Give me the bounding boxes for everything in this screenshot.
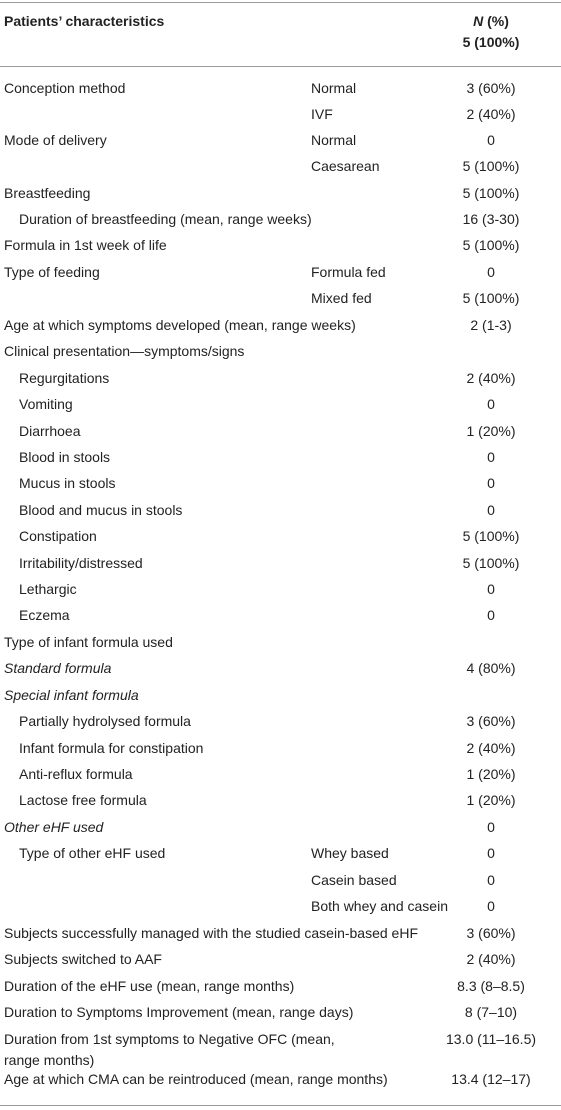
row-label: Lethargic bbox=[19, 581, 77, 597]
row-label: Age at which symptoms developed (mean, range weeks) bbox=[4, 317, 356, 333]
row-value: 8 (7–10) bbox=[464, 1004, 518, 1020]
row-label: Breastfeeding bbox=[4, 185, 91, 201]
row-value: 0 bbox=[487, 396, 495, 412]
row-subcategory: Both whey and casein bbox=[311, 898, 448, 914]
row-subcategory: Normal bbox=[311, 132, 357, 148]
row-label: Partially hydrolysed formula bbox=[19, 713, 191, 729]
header-characteristics: Patients’ characteristics bbox=[4, 13, 165, 29]
row-value: 3 (60%) bbox=[466, 925, 516, 941]
row-value: 0 bbox=[487, 475, 495, 491]
row-value: 0 bbox=[487, 132, 495, 148]
row-value: 0 bbox=[487, 819, 495, 835]
row-value: 0 bbox=[487, 872, 495, 888]
row-label: Special infant formula bbox=[4, 687, 139, 703]
row-value: 16 (3-30) bbox=[462, 211, 520, 227]
row-label: Duration to Symptoms Improvement (mean, range days) bbox=[4, 1004, 354, 1020]
row-value: 0 bbox=[487, 607, 495, 623]
row-label: Blood and mucus in stools bbox=[19, 502, 183, 518]
row-label: Standard formula bbox=[4, 660, 112, 676]
row-value: 1 (20%) bbox=[466, 766, 516, 782]
row-label: Age at which CMA can be reintroduced (mean, range months) bbox=[4, 1071, 388, 1087]
table-bottom-rule bbox=[0, 1105, 561, 1106]
row-label: Other eHF used bbox=[4, 819, 104, 835]
row-label: Anti-reflux formula bbox=[19, 766, 133, 782]
row-value: 4 (80%) bbox=[466, 660, 516, 676]
row-label: Type of other eHF used bbox=[19, 845, 166, 861]
row-label: Formula in 1st week of life bbox=[4, 237, 167, 253]
row-label: Lactose free formula bbox=[19, 792, 147, 808]
row-value: 3 (60%) bbox=[466, 713, 516, 729]
row-value: 8.3 (8–8.5) bbox=[457, 978, 525, 994]
row-value: 0 bbox=[487, 264, 495, 280]
row-label: Mode of delivery bbox=[4, 132, 107, 148]
row-value: 2 (1-3) bbox=[470, 317, 512, 333]
row-label: Infant formula for constipation bbox=[19, 740, 204, 756]
row-subcategory: Formula fed bbox=[311, 264, 386, 280]
row-value: 0 bbox=[487, 581, 495, 597]
row-value: 2 (40%) bbox=[466, 370, 516, 386]
table-top-rule bbox=[0, 2, 561, 3]
row-label-continued: range months) bbox=[4, 1052, 95, 1068]
row-value: 0 bbox=[487, 845, 495, 861]
row-value: 0 bbox=[487, 898, 495, 914]
header-n-letter: N bbox=[473, 13, 484, 29]
header-n-total: 5 (100%) bbox=[462, 34, 520, 50]
row-label: Type of infant formula used bbox=[4, 634, 173, 650]
row-label: Type of feeding bbox=[4, 264, 100, 280]
row-value: 1 (20%) bbox=[466, 792, 516, 808]
row-label: Irritability/distressed bbox=[19, 555, 143, 571]
row-value: 0 bbox=[487, 502, 495, 518]
row-subcategory: Whey based bbox=[311, 845, 389, 861]
row-value: 5 (100%) bbox=[462, 290, 520, 306]
row-value: 2 (40%) bbox=[466, 106, 516, 122]
row-label: Blood in stools bbox=[19, 449, 111, 465]
row-label: Duration of the eHF use (mean, range months) bbox=[4, 978, 295, 994]
row-value: 1 (20%) bbox=[466, 423, 516, 439]
row-value: 13.4 (12–17) bbox=[451, 1071, 531, 1087]
row-subcategory: Mixed fed bbox=[311, 290, 372, 306]
row-subcategory: Normal bbox=[311, 80, 357, 96]
header-n-suffix: (%) bbox=[483, 13, 509, 29]
header-n-column bbox=[431, 11, 551, 53]
row-value: 2 (40%) bbox=[466, 740, 516, 756]
header-n-label bbox=[431, 11, 551, 32]
row-label: Duration from 1st symptoms to Negative OFC (mean, bbox=[4, 1031, 335, 1047]
row-subcategory: IVF bbox=[311, 106, 333, 122]
row-value: 3 (60%) bbox=[466, 80, 516, 96]
row-label: Eczema bbox=[19, 607, 70, 623]
row-subcategory: Caesarean bbox=[311, 158, 380, 174]
row-label: Clinical presentation—symptoms/signs bbox=[4, 343, 245, 359]
row-label: Subjects successfully managed with the studied casein-based eHF bbox=[4, 925, 418, 941]
row-value: 5 (100%) bbox=[462, 555, 520, 571]
row-label: Regurgitations bbox=[19, 370, 110, 386]
row-subcategory: Casein based bbox=[311, 872, 397, 888]
row-value: 2 (40%) bbox=[466, 951, 516, 967]
row-value: 13.0 (11–16.5) bbox=[445, 1031, 537, 1047]
row-label: Constipation bbox=[19, 528, 97, 544]
row-label: Conception method bbox=[4, 80, 126, 96]
row-value: 5 (100%) bbox=[462, 158, 520, 174]
row-label: Mucus in stools bbox=[19, 475, 116, 491]
row-value: 0 bbox=[487, 449, 495, 465]
header-rule bbox=[0, 66, 561, 67]
row-value: 5 (100%) bbox=[462, 237, 520, 253]
row-label: Duration of breastfeeding (mean, range weeks) bbox=[19, 211, 312, 227]
row-label: Vomiting bbox=[19, 396, 73, 412]
row-label: Subjects switched to AAF bbox=[4, 951, 162, 967]
row-value: 5 (100%) bbox=[462, 528, 520, 544]
row-label: Diarrhoea bbox=[19, 423, 81, 439]
row-value: 5 (100%) bbox=[462, 185, 520, 201]
